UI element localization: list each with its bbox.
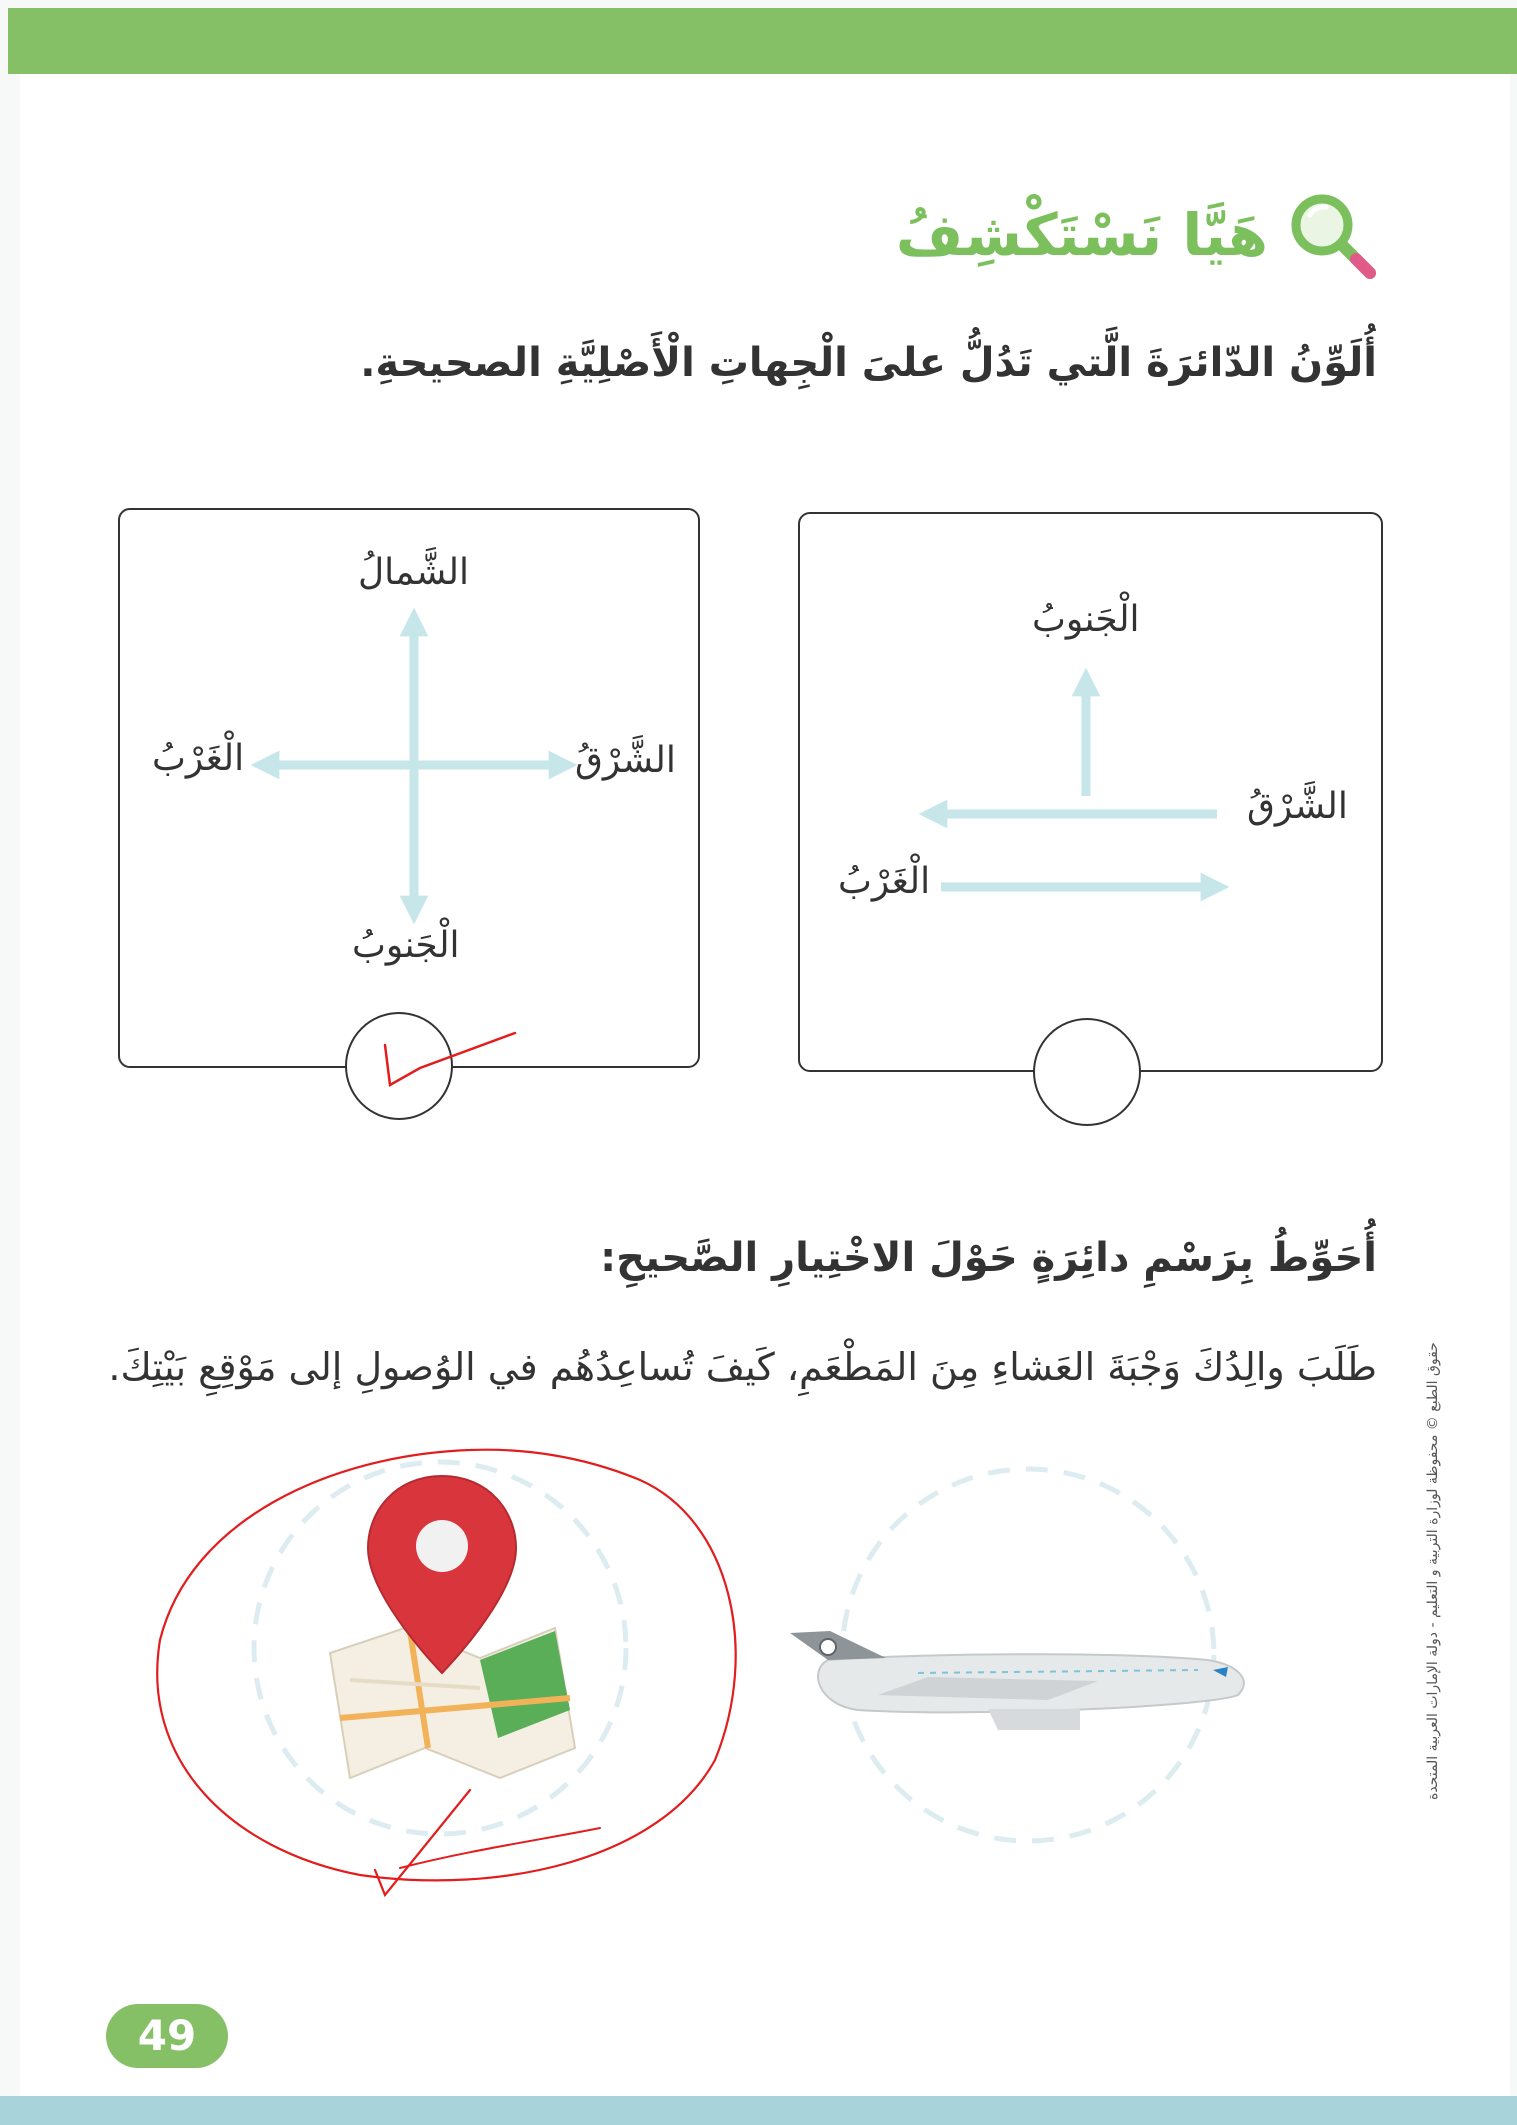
airplane-icon [790, 1631, 1244, 1730]
exercise2-question: طَلَبَ والِدُكَ وَجْبَةَ العَشاءِ مِنَ المَطْعَمِ، كَيفَ تُساعِدُهُم في الوُصولِ إلى مَوْقِعِ بَيْتِكَ. [108, 1345, 1377, 1389]
compass-box-correct [118, 508, 700, 1068]
bottom-color-band [0, 2096, 1517, 2125]
label-west: الْغَرْبُ [152, 738, 245, 779]
answer-circle-left[interactable] [345, 1012, 453, 1120]
map-pin-icon [330, 1476, 575, 1778]
section-title: هَيَّا نَسْتَكْشِفُ [895, 201, 1268, 269]
top-color-band [8, 8, 1517, 74]
magnifier-icon [1282, 185, 1382, 285]
label-east: الشَّرْقُ [1247, 786, 1348, 827]
compass-arrows-left [120, 510, 698, 1066]
exercise2-instruction: أُحَوِّطُ بِرَسْمِ دائِرَةٍ حَوْلَ الاخْتِيارِ الصَّحيحِ: [600, 1235, 1377, 1281]
answer-circle-right[interactable] [1033, 1018, 1141, 1126]
section-header [896, 180, 1382, 290]
label-east: الشَّرْقُ [575, 740, 676, 781]
option-map[interactable] [180, 1448, 700, 1848]
copyright-credit: حقوق الطبع © محفوظة لوزارة التربية و التعليم - دولة الإمارات العربية المتحدة [1425, 1342, 1441, 1800]
compass-box-wrong [798, 512, 1383, 1072]
exercise1-instruction: أُلَوِّنُ الدّائرَةَ الَّتي تَدُلُّ علىَ الْجِهاتِ الْأَصْلِيَّةِ الصحيحةِ. [360, 340, 1377, 386]
page-number: 49 [106, 2004, 228, 2068]
label-west: الْغَرْبُ [838, 861, 931, 902]
label-south: الْجَنوبُ [352, 925, 460, 966]
label-north: الشَّمالُ [358, 552, 470, 593]
option-airplane[interactable] [768, 1455, 1288, 1855]
label-south: الْجَنوبُ [1032, 599, 1140, 640]
